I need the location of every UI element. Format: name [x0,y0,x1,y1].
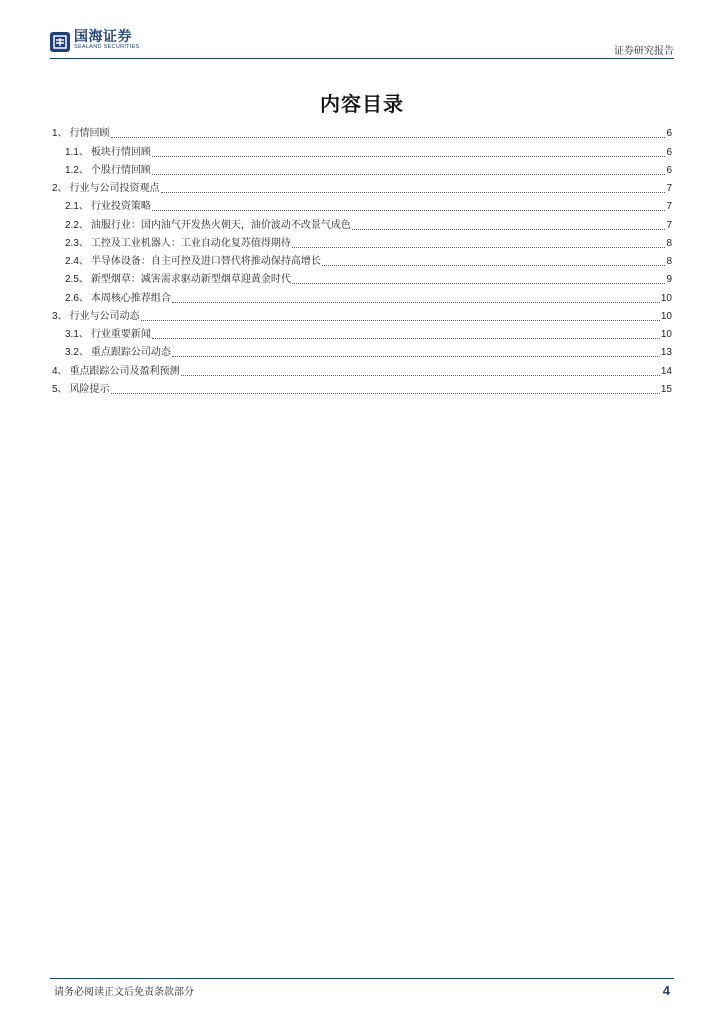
toc-entry-title: 个股行情回顾 [90,164,151,176]
toc-entry-page: 6 [666,164,672,176]
toc-entry-page: 7 [666,219,672,231]
toc-entry[interactable] [52,140,672,158]
toc-entry-title: 重点跟踪公司及盈利预测 [69,365,180,377]
toc-entry-title: 行业与公司动态 [69,310,140,322]
toc-entry[interactable] [52,250,672,268]
page-number: 4 [662,983,670,998]
toc-dot-leader [322,265,666,266]
toc-entry[interactable] [52,122,672,140]
toc-entry-number: 4、 [52,365,68,377]
toc-title: 内容目录 [320,92,404,116]
disclaimer-note: 请务必阅读正文后免责条款部分 [54,987,194,998]
logo-chinese-text: 国海证券 [74,29,132,45]
toc-entry-title: 风险提示 [69,383,110,395]
sealand-logo-icon [50,32,70,52]
toc-dot-leader [152,174,666,175]
toc-entry-number: 2、 [52,183,68,194]
toc-dot-leader [152,338,660,339]
toc-entry-page: 6 [666,128,672,140]
toc-entry-title: 行情回顾 [69,128,110,140]
toc-entry[interactable] [52,286,672,304]
toc-dot-leader [181,375,660,376]
logo-english-text: SEALAND SECURITIES [74,44,140,50]
toc-dot-leader [292,283,666,284]
toc-dot-leader [352,229,666,230]
toc-entry-page: 10 [660,292,672,304]
toc-entry-number: 3.2、 [65,347,89,359]
page-header [50,30,674,59]
toc-entry-title: 重点跟踪公司动态 [90,347,171,359]
toc-entry-number: 2.3、 [65,237,89,249]
toc-entry-title: 工控及工业机器人：工业自动化复苏值得期待 [90,237,291,249]
toc-entry-number: 1、 [52,128,68,140]
toc-dot-leader [111,393,660,394]
toc-dot-leader [172,302,660,303]
toc-dot-leader [152,210,666,211]
toc-entry-number: 2.5、 [65,274,89,286]
toc-entry-number: 2.1、 [65,201,89,213]
toc-entry-title: 行业重要新闻 [90,329,151,340]
toc-entry-number: 1.1、 [65,146,89,158]
report-type-label: 证券研究报告 [614,46,674,57]
toc-entry-page: 10 [660,310,672,322]
page-footer [50,978,674,998]
toc-entry-title: 油服行业：国内油气开发热火朝天，油价波动不改景气成色 [90,219,351,231]
toc-entry-number: 3、 [52,310,68,322]
toc-entry[interactable] [52,359,672,377]
toc-dot-leader [141,320,660,321]
toc-entry-page: 8 [666,237,672,249]
toc-entry[interactable] [52,213,672,231]
toc-entry[interactable] [52,177,672,195]
toc-dot-leader [111,137,666,138]
toc-entry-number: 2.4、 [65,256,89,267]
toc-entry[interactable] [52,341,672,359]
toc-entry[interactable] [52,232,672,250]
toc-entry-number: 1.2、 [65,164,89,176]
toc-entry-title: 新型烟草：减害需求驱动新型烟草迎黄金时代 [90,274,291,286]
toc-entry-title: 半导体设备：自主可控及进口替代将推动保持高增长 [90,256,321,267]
toc-entry-number: 2.6、 [65,292,89,304]
toc-entry[interactable] [52,378,672,396]
toc-entry-title: 行业与公司投资观点 [69,183,160,194]
toc-entry-page: 9 [666,274,672,286]
toc-entry-title: 板块行情回顾 [90,146,151,158]
toc-entry[interactable] [52,323,672,341]
toc-entry[interactable] [52,305,672,323]
toc-entry-title: 行业投资策略 [90,201,151,213]
toc-dot-leader [161,192,666,193]
company-logo [50,30,140,54]
toc-entry-page: 14 [660,365,672,377]
toc-entry-page: 6 [666,146,672,158]
toc-entry-page: 7 [666,183,672,194]
toc-entry-page: 8 [666,256,672,267]
toc-dot-leader [152,156,666,157]
toc-entry-number: 3.1、 [65,329,89,340]
toc-entry[interactable] [52,195,672,213]
toc-entry-page: 13 [660,347,672,359]
toc-entry-page: 15 [660,383,672,395]
toc-entry-number: 2.2、 [65,219,89,231]
toc-entry[interactable] [52,268,672,286]
toc-dot-leader [292,247,666,248]
toc-entry-page: 10 [660,329,672,340]
table-of-contents [52,122,672,396]
toc-entry[interactable] [52,159,672,177]
toc-entry-title: 本周核心推荐组合 [90,292,171,304]
toc-entry-number: 5、 [52,383,68,395]
toc-dot-leader [172,356,660,357]
toc-entry-page: 7 [666,201,672,213]
